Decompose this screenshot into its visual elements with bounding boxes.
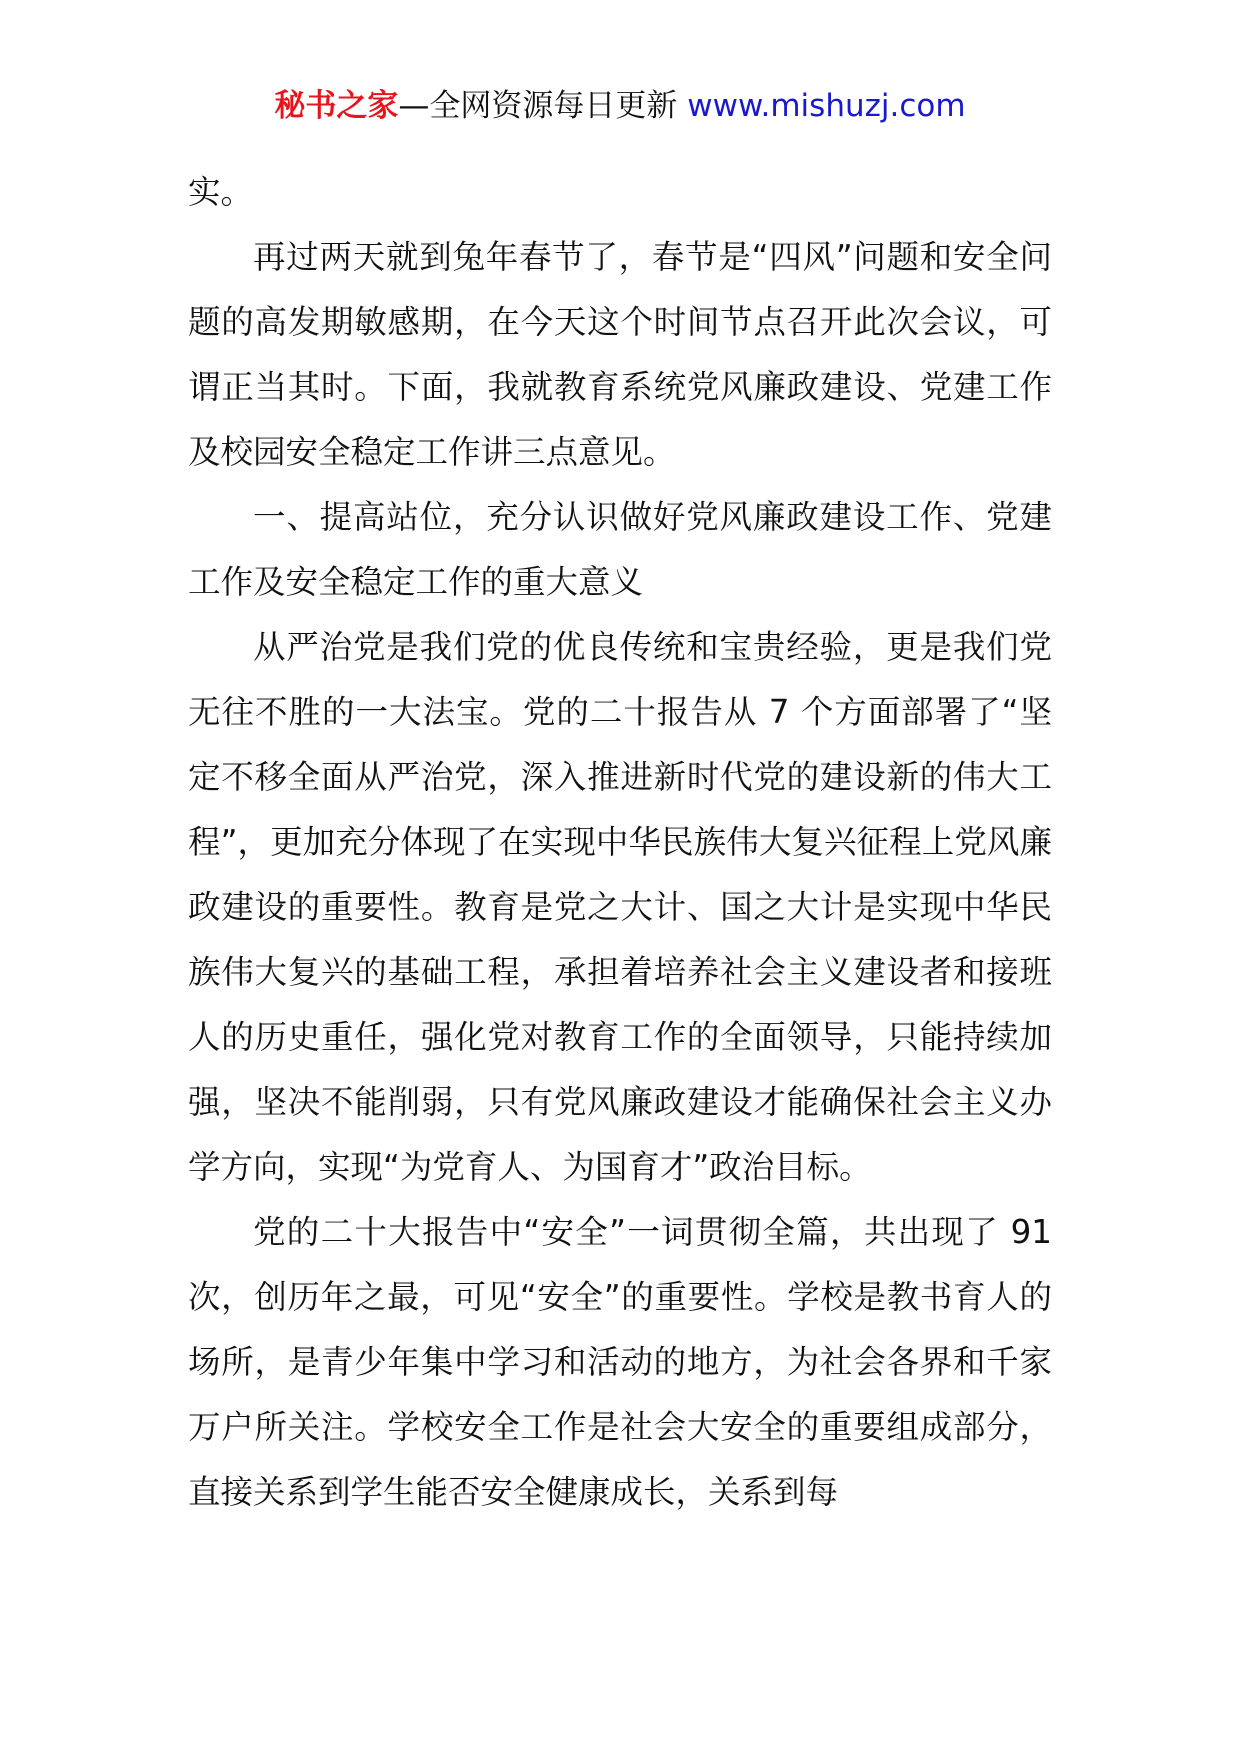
paragraph-party-discipline: 从严治党是我们党的优良传统和宝贵经验，更是我们党无往不胜的一大法宝。党的二十报告从 7 个方面部署了“坚定不移全面从严治党，深入推进新时代党的建设新的伟大工程”，更加充分体现了在实现中华民族伟大复兴征程上党风廉政建设的重要性。教育是党之大计、国之大计是实现中华民族伟大复兴的基础工程，承担着培养社会主义建设者和接班人的历史重任，强化党对教育工作的全面领导，只能持续加强，坚决不能削弱，只有党风廉政建设才能确保社会主义办学方向，实现“为党育人、为国育才”政治目标。 xyxy=(188,628,1052,1186)
document-body xyxy=(188,160,1052,1525)
site-tagline: —全网资源每日更新 xyxy=(398,88,678,124)
paragraph-intro: 再过两天就到兔年春节了，春节是“四风”问题和安全问题的高发期敏感期，在今天这个时间节点召开此次会议，可谓正当其时。下面，我就教育系统党风廉政建设、党建工作及校园安全稳定工作讲三点意见。 xyxy=(188,238,1052,471)
paragraph-safety: 党的二十大报告中“安全”一词贯彻全篇，共出现了 91 次，创历年之最，可见“安全”的重要性。学校是教书育人的场所，是青少年集中学习和活动的地方，为社会各界和千家万户所关注。学校安全工作是社会大安全的重要组成部分，直接关系到学生能否安全健康成长，关系到每 xyxy=(188,1213,1052,1511)
site-url-link[interactable]: www.mishuzj.com xyxy=(687,88,966,124)
site-brand: 秘书之家 xyxy=(274,88,399,124)
section-heading-1: 一、提高站位，充分认识做好党风廉政建设工作、党建工作及安全稳定工作的重大意义 xyxy=(188,498,1052,601)
paragraph-continuation: 实。 xyxy=(188,173,254,211)
watermark-header xyxy=(0,88,1240,125)
